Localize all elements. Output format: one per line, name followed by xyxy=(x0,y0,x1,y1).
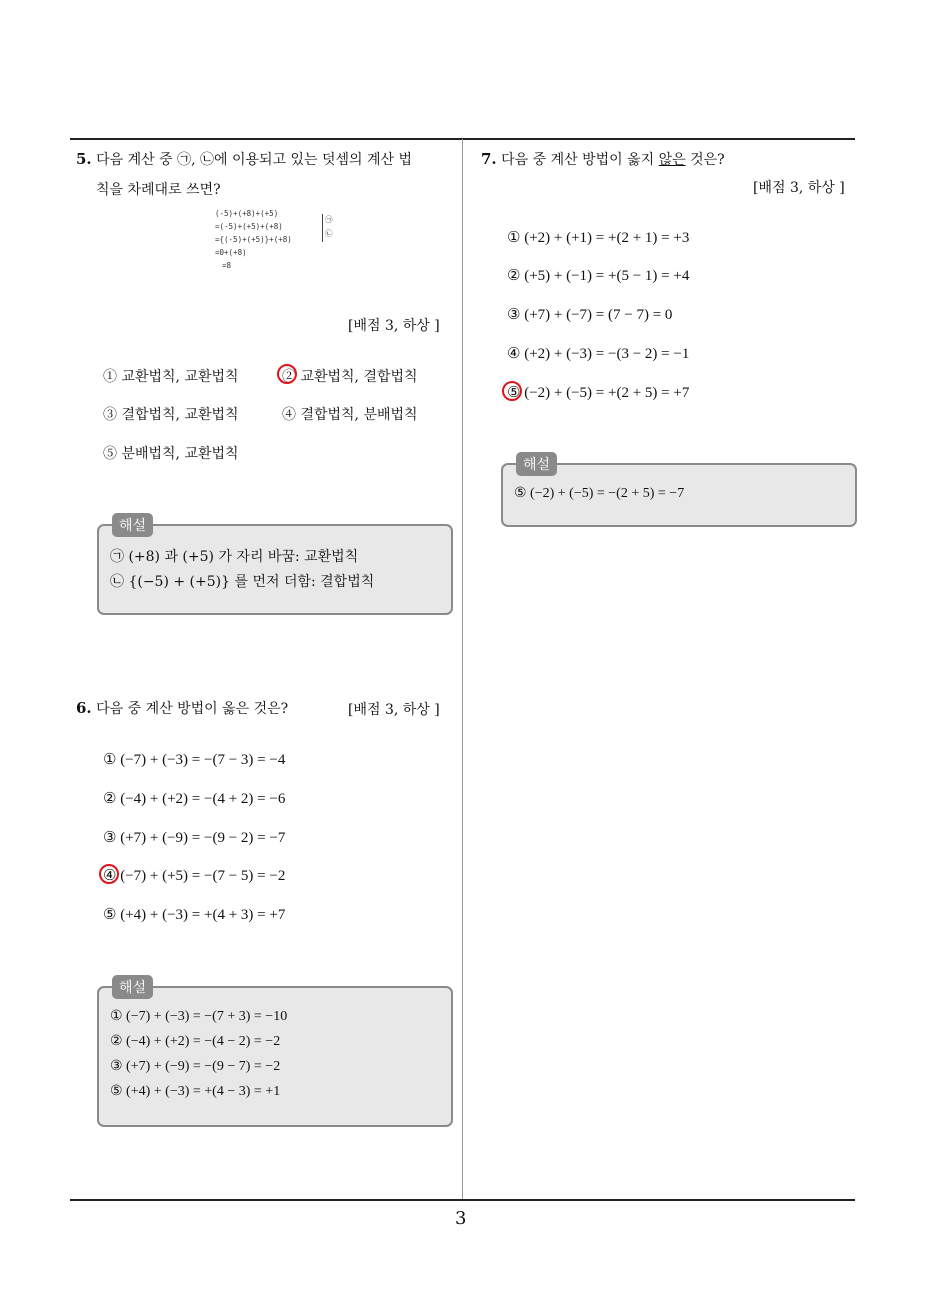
question-6-choice-2[interactable]: ② (−4) + (+2) = −(4 + 2) = −6 xyxy=(103,791,286,807)
question-6-choice-4[interactable]: ④ (−7) + (+5) = −(7 − 5) = −2 xyxy=(103,868,286,884)
question-5-choice-3[interactable]: ③ 결합법칙, 교환법칙 xyxy=(103,407,239,423)
question-5-choice-2[interactable]: ② 교환법칙, 결합법칙 xyxy=(282,369,418,385)
question-6-choice-3[interactable]: ③ (+7) + (−9) = −(9 − 2) = −7 xyxy=(103,830,286,846)
column-divider xyxy=(462,139,463,1200)
question-7-choice-2[interactable]: ② (+5) + (−1) = +(5 − 1) = +4 xyxy=(507,268,690,284)
question-7-text-before: 다음 중 계산 방법이 옳지 xyxy=(501,152,659,168)
question-5-explanation-line: ㉡ {(−5) + (+5)} 를 먼저 더함: 결합법칙 xyxy=(110,574,375,590)
question-5-text-line1: 다음 계산 중 ㉠, ㉡에 이용되고 있는 덧셈의 계산 법 xyxy=(96,152,413,168)
question-6-explanation-line: ② (−4) + (+2) = −(4 − 2) = −2 xyxy=(110,1034,281,1049)
question-5-score: [배점 3, 하상 ] xyxy=(348,318,440,334)
question-6-text: 다음 중 계산 방법이 옳은 것은? xyxy=(96,701,289,717)
question-7-choice-5[interactable]: ⑤ (−2) + (−5) = +(2 + 5) = +7 xyxy=(507,385,690,401)
question-6-score: [배점 3, 하상 ] xyxy=(348,702,440,718)
question-5-explanation-box xyxy=(97,524,453,615)
question-7-explanation-tag: 해설 xyxy=(516,452,557,476)
work-bracket xyxy=(318,214,323,242)
question-6-explanation-line: ⑤ (+4) + (−3) = +(4 − 3) = +1 xyxy=(110,1084,281,1099)
question-7-text-underlined: 않은 xyxy=(658,152,686,168)
bottom-rule xyxy=(70,1199,855,1201)
question-7-explanation-line: ⑤ (−2) + (−5) = −(2 + 5) = −7 xyxy=(514,486,685,501)
question-7-text-after: 것은? xyxy=(685,152,725,168)
question-7-choice-4[interactable]: ④ (+2) + (−3) = −(3 − 2) = −1 xyxy=(507,346,690,362)
question-5 xyxy=(76,144,458,205)
question-6-number: 6. xyxy=(76,699,92,717)
question-6-explanation-line: ③ (+7) + (−9) = −(9 − 7) = −2 xyxy=(110,1059,281,1074)
question-6-explanation-line: ① (−7) + (−3) = −(7 + 3) = −10 xyxy=(110,1009,288,1024)
answer-mark-q6 xyxy=(99,864,119,884)
question-7 xyxy=(481,144,725,175)
question-5-choice-4[interactable]: ④ 결합법칙, 분배법칙 xyxy=(282,407,418,423)
question-5-choice-5[interactable]: ⑤ 분배법칙, 교환법칙 xyxy=(103,446,239,462)
question-7-choice-1[interactable]: ① (+2) + (+1) = +(2 + 1) = +3 xyxy=(507,230,690,246)
question-6-explanation-tag: 해설 xyxy=(112,975,153,999)
question-5-explanation-line: ㉠ (+8) 과 (+5) 가 자리 바꿈: 교환법칙 xyxy=(110,549,359,565)
question-5-choice-1[interactable]: ① 교환법칙, 교환법칙 xyxy=(103,369,239,385)
work-line: =(-5)+(+5)+(+8) xyxy=(215,222,283,231)
work-line: =0+(+8) xyxy=(215,248,247,257)
work-line: =8 xyxy=(222,261,232,270)
question-5-explanation-tag: 해설 xyxy=(112,513,153,537)
question-5-text-line2: 칙을 차례대로 쓰면? xyxy=(96,182,221,198)
question-6 xyxy=(76,693,288,724)
question-7-number: 7. xyxy=(481,150,497,168)
work-line: ={(-5)+(+5)}+(+8) xyxy=(215,235,292,244)
question-6-choice-1[interactable]: ① (−7) + (−3) = −(7 − 3) = −4 xyxy=(103,752,286,768)
work-line: (-5)+(+8)+(+5) xyxy=(215,209,279,218)
work-label-a: ㉠ xyxy=(325,215,333,224)
page-number: 3 xyxy=(455,1208,467,1229)
work-label-b: ㉡ xyxy=(325,229,333,238)
question-5-number: 5. xyxy=(76,150,92,168)
question-7-score: [배점 3, 하상 ] xyxy=(753,180,845,196)
question-7-choice-3[interactable]: ③ (+7) + (−7) = (7 − 7) = 0 xyxy=(507,307,673,323)
answer-mark-q7 xyxy=(502,381,522,401)
answer-mark-q5 xyxy=(277,364,297,384)
question-6-choice-5[interactable]: ⑤ (+4) + (−3) = +(4 + 3) = +7 xyxy=(103,907,286,923)
